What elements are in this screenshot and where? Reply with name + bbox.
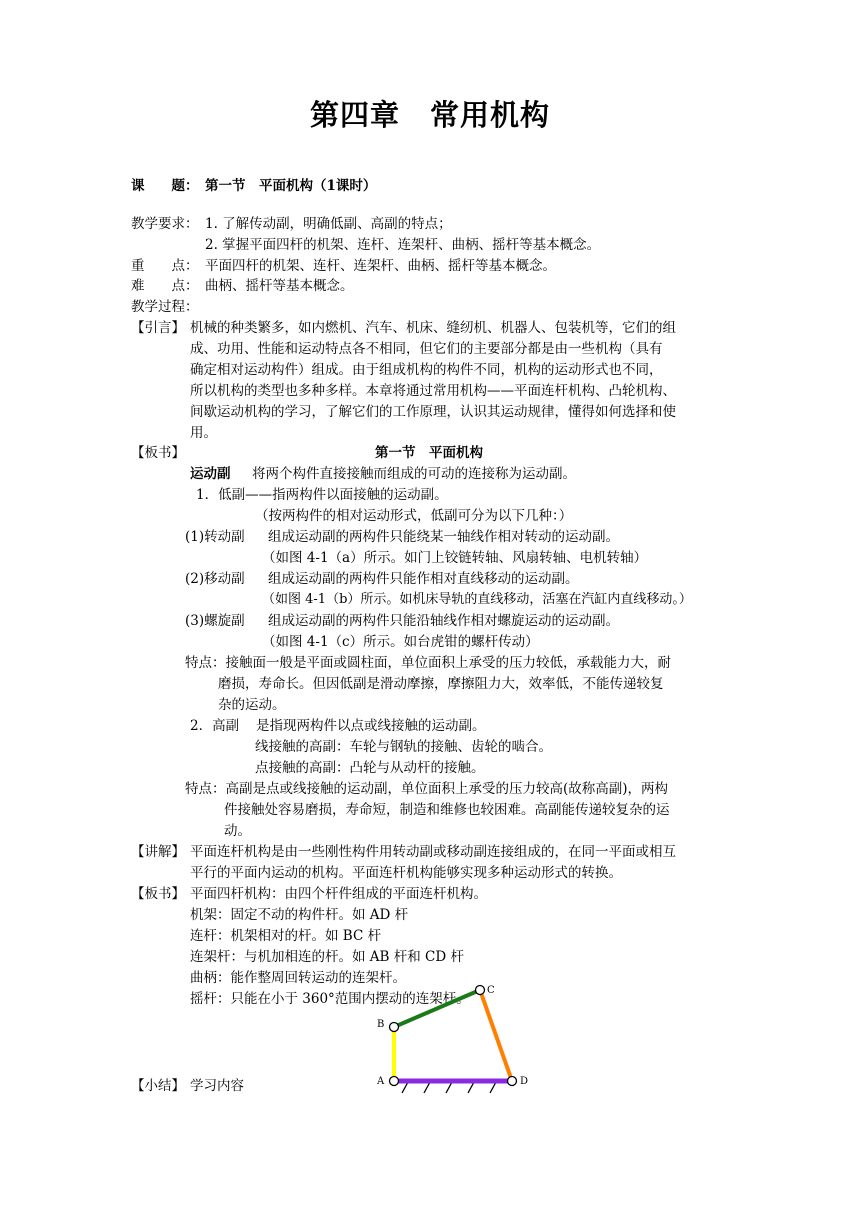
motion-pair-term: 运动副 [190, 466, 231, 482]
intro-line: 机械的种类繁多，如内燃机、汽车、机床、缝纫机、机器人、包装机等，它们的组 [190, 320, 676, 336]
requirement-item: 2. 掌握平面四杆的机架、连杆、连架杆、曲柄、摇杆等基本概念。 [205, 237, 601, 253]
intro-tag: 【引言】 [131, 320, 185, 336]
page-title: 第四章 常用机构 [309, 98, 550, 132]
screw-pair-note: （如图 4-1（c）所示。如台虎钳的螺杆传动） [262, 634, 539, 650]
lecture-tag: 【讲解】 [131, 844, 185, 860]
screw-pair-definition: 组成运动副的两构件只能沿轴线作相对螺旋运动的运动副。 [268, 613, 619, 629]
intro-line: 间歇运动机构的学习，了解它们的工作原理，认识其运动规律，懂得如何选择和使 [190, 404, 676, 420]
joint-a [390, 1077, 399, 1086]
key-point-label: 重 点： [131, 258, 199, 274]
low-pair-definition: 1．低副——指两构件以面接触的运动副。 [196, 487, 448, 503]
board-tag: 【板书】 [131, 445, 185, 461]
key-point-value: 平面四杆的机架、连杆、连架杆、曲柄、摇杆等基本概念。 [205, 258, 556, 274]
summary-value: 学习内容 [190, 1078, 244, 1094]
prismatic-pair-definition: 组成运动副的两构件只能作相对直线移动的运动副。 [268, 571, 579, 587]
motion-pair-definition: 将两个构件直接接触而组成的可动的连接称为运动副。 [252, 466, 576, 482]
process-label: 教学过程： [131, 299, 199, 315]
low-pair-features: 磨损，寿命长。但因低副是滑动摩擦，摩擦阻力大，效率低，不能传递较复 [218, 676, 664, 692]
link-cd-side [480, 990, 512, 1081]
revolute-pair-note: （如图 4-1（a）所示。如门上铰链转轴、风扇转轴、电机转轴） [262, 550, 648, 566]
lesson-label: 课 题： [131, 178, 199, 194]
side-link-definition: 连架杆：与机加相连的杆。如 AB 杆和 CD 杆 [190, 949, 464, 965]
screw-pair-term: (3)螺旋副 [185, 613, 245, 629]
intro-line: 所以机构的类型也多种多样。本章将通过常用机构——平面连杆机构、凸轮机构、 [190, 383, 676, 399]
link-bc-coupler [394, 990, 480, 1027]
crank-definition: 曲柄：能作整周回转运动的连架杆。 [190, 970, 406, 986]
rocker-definition: 摇杆：只能在小于 360°范围内摆动的连架杆。 [190, 991, 470, 1007]
prismatic-pair-note: （如图 4-1（b）所示。如机床导轨的直线移动，活塞在汽缸内直线移动。） [262, 592, 692, 607]
lecture-line: 平面连杆机构是由一些刚性构件用转动副或移动副连接组成的，在同一平面或相互 [190, 844, 676, 860]
joint-d [508, 1077, 517, 1086]
low-pair-note: （按两构件的相对运动形式，低副可分为以下几种：） [255, 508, 573, 524]
ground-hatch [402, 1082, 496, 1093]
prismatic-pair-term: (2)移动副 [185, 571, 245, 587]
difficulty-label: 难 点： [131, 278, 199, 294]
summary-tag: 【小结】 [131, 1078, 185, 1094]
low-pair-features: 杂的运动。 [218, 697, 286, 713]
board-tag: 【板书】 [131, 886, 185, 902]
four-bar-linkage-figure [360, 975, 540, 1105]
four-bar-definition: 平面四杆机构：由四个杆件组成的平面连杆机构。 [190, 886, 487, 902]
high-pair-features: 动。 [224, 823, 251, 839]
joint-b [390, 1023, 399, 1032]
joint-c [476, 986, 485, 995]
label-c: C [487, 985, 495, 996]
intro-line: 用。 [190, 425, 217, 441]
section-heading: 第一节 平面机构 [375, 445, 483, 461]
lecture-line: 平行的平面内运动的机构。平面连杆机构能够实现多种运动形式的转换。 [190, 865, 622, 881]
low-pair-features: 特点：接触面一般是平面或圆柱面，单位面积上承受的压力较低，承载能力大，耐 [185, 655, 671, 671]
high-pair-number: 2．高副 [190, 718, 240, 734]
requirements-label: 教学要求： [131, 216, 199, 232]
frame-definition: 机架：固定不动的构件杆。如 AD 杆 [190, 907, 409, 923]
label-a: A [377, 1076, 385, 1087]
revolute-pair-definition: 组成运动副的两构件只能绕某一轴线作相对转动的运动副。 [268, 529, 619, 545]
intro-line: 确定相对运动构件）组成。由于组成机构的构件不同，机构的运动形式也不同， [190, 362, 663, 378]
coupler-definition: 连杆：机架相对的杆。如 BC 杆 [190, 928, 382, 944]
line-contact-pair: 线接触的高副：车轮与钢轨的接触、齿轮的啮合。 [255, 739, 552, 755]
label-b: B [377, 1019, 385, 1030]
label-d: D [520, 1076, 529, 1087]
requirement-item: 1. 了解传动副，明确低副、高副的特点； [205, 216, 452, 232]
difficulty-value: 曲柄、摇杆等基本概念。 [205, 278, 354, 294]
high-pair-features: 件接触处容易磨损，寿命短，制造和维修也较困难。高副能传递较复杂的运 [224, 802, 670, 818]
lesson-value: 第一节 平面机构（1课时） [205, 178, 377, 194]
revolute-pair-term: (1)转动副 [185, 529, 245, 545]
high-pair-features: 特点：高副是点或线接触的运动副，单位面积上承受的压力较高(故称高副)，两构 [185, 781, 669, 797]
high-pair-definition: 是指现两构件以点或线接触的运动副。 [256, 718, 486, 734]
intro-line: 成、功用、性能和运动特点各不相同，但它们的主要部分都是由一些机构（具有 [190, 341, 663, 357]
point-contact-pair: 点接触的高副：凸轮与从动杆的接触。 [255, 760, 485, 776]
